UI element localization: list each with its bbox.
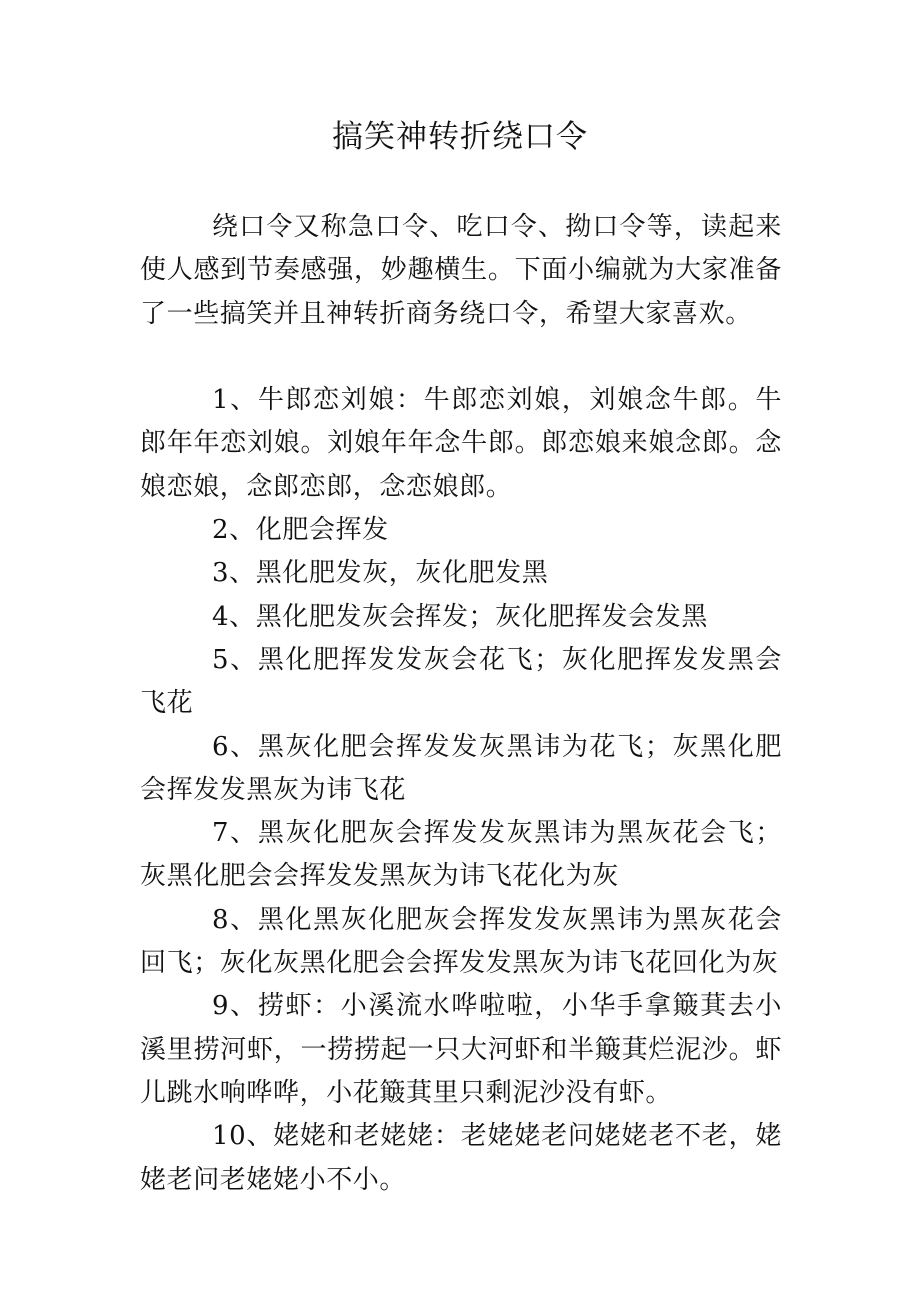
- list-item: 6、黑灰化肥会挥发发灰黑讳为花飞；灰黑化肥会挥发发黑灰为讳飞花: [140, 731, 782, 805]
- document-body: [140, 206, 782, 1202]
- list-item: 2、化肥会挥发: [212, 515, 389, 546]
- list-item: 1、牛郎恋刘娘：牛郎恋刘娘，刘娘念牛郎。牛郎年年恋刘娘。刘娘年年念牛郎。郎恋娘来娘念郎。念娘恋娘，念郎恋郎，念恋娘郎。: [140, 385, 782, 502]
- list-item: 5、黑化肥挥发发灰会花飞；灰化肥挥发发黑会飞花: [140, 644, 782, 719]
- list-item: 9、捞虾：小溪流水哗啦啦，小华手拿簸萁去小溪里捞河虾，一捞捞起一只大河虾和半簸萁烂泥沙。虾儿跳水响哗哗，小花簸萁里只剩泥沙没有虾。: [140, 991, 782, 1108]
- intro-paragraph: 绕口令又称急口令、吃口令、拗口令等，读起来使人感到节奏感强，妙趣横生。下面小编就为大家准备了一些搞笑并且神转折商务绕口令，希望大家喜欢。: [140, 212, 782, 329]
- list-item: 10、姥姥和老姥姥：老姥姥老问姥姥老不老，姥姥老问老姥姥小不小。: [140, 1121, 782, 1195]
- list-item: 4、黑化肥发灰会挥发；灰化肥挥发会发黑: [212, 601, 708, 632]
- list-item: 7、黑灰化肥灰会挥发发灰黑讳为黑灰花会飞；灰黑化肥会会挥发发黑灰为讳飞花化为灰: [140, 818, 782, 892]
- list-item: 3、黑化肥发灰，灰化肥发黑: [212, 558, 549, 589]
- blank-line: [140, 336, 782, 379]
- list-item: 8、黑化黑灰化肥灰会挥发发灰黑讳为黑灰花会回飞；灰化灰黑化肥会会挥发发黑灰为讳飞花回化为灰: [140, 904, 782, 979]
- document-title: 搞笑神转折绕口令: [332, 119, 588, 155]
